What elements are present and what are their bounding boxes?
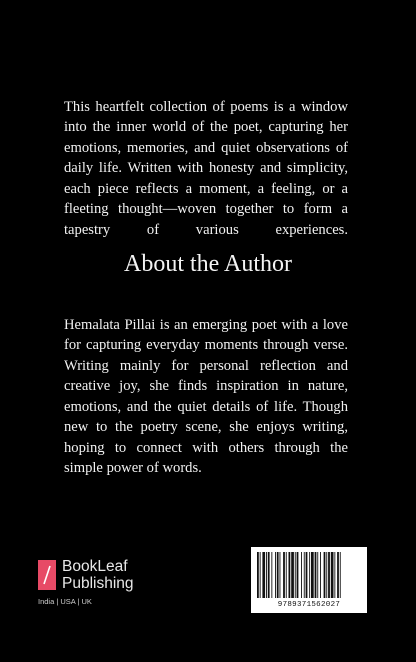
barcode-bar	[306, 552, 308, 598]
barcode-bar	[268, 552, 270, 598]
publisher-name	[62, 558, 134, 592]
publisher-regions: India | USA | UK	[38, 597, 92, 606]
barcode-bar	[331, 552, 334, 598]
barcode-bar	[326, 552, 327, 598]
barcode-bar	[289, 552, 291, 598]
barcode-bar	[286, 552, 287, 598]
barcode-bar	[324, 552, 326, 598]
barcode-bar	[328, 552, 330, 598]
barcode-bar	[260, 552, 261, 598]
barcode-bar	[275, 552, 276, 598]
barcode-bar	[297, 552, 299, 598]
barcode-bar	[291, 552, 294, 598]
barcode-bar	[317, 552, 318, 598]
barcode-bar	[277, 552, 279, 598]
barcode-bar	[262, 552, 265, 598]
barcode-bar	[301, 552, 302, 598]
isbn-number: 9789371562027	[277, 601, 341, 609]
barcode-bar	[337, 552, 339, 598]
barcode-bar	[280, 552, 281, 598]
barcode-bar	[271, 552, 272, 598]
book-description: This heartfelt collection of poems is a window into the inner world of the poet, capturing her emotions, memories, and quiet observations of daily life. Written with honesty and simplicity, each piece reflects a moment, a feeling, or a fleeting thought—woven together to form a tapestry of various experiences.	[64, 98, 348, 238]
isbn-barcode	[251, 547, 367, 613]
author-bio: Hemalata Pillai is an emerging poet with a love for capturing everyday moments through verse. Writing mainly for personal reflection and creative joy, she finds inspiration in nature, emotions, and the quiet details of life. Though new to the poetry scene, she enjoys writing, hoping to connect with others through the simple power of words.	[64, 316, 348, 477]
barcode-bar	[309, 552, 310, 598]
about-author-heading: About the Author	[124, 251, 292, 277]
bookleaf-slash-icon	[38, 560, 56, 590]
barcode-bar	[311, 552, 314, 598]
barcode-bar	[304, 552, 305, 598]
publisher-logo	[38, 558, 178, 608]
barcode-bar	[340, 552, 341, 598]
barcode-bar	[320, 552, 321, 598]
barcode-bar	[257, 552, 259, 598]
barcode-bar	[283, 552, 285, 598]
publisher-name-line1: BookLeaf	[62, 558, 128, 575]
barcode-bar	[334, 552, 335, 598]
barcode-bar	[266, 552, 267, 598]
publisher-name-line2: Publishing	[62, 575, 134, 592]
barcode-bar	[315, 552, 317, 598]
barcode-bar	[295, 552, 296, 598]
